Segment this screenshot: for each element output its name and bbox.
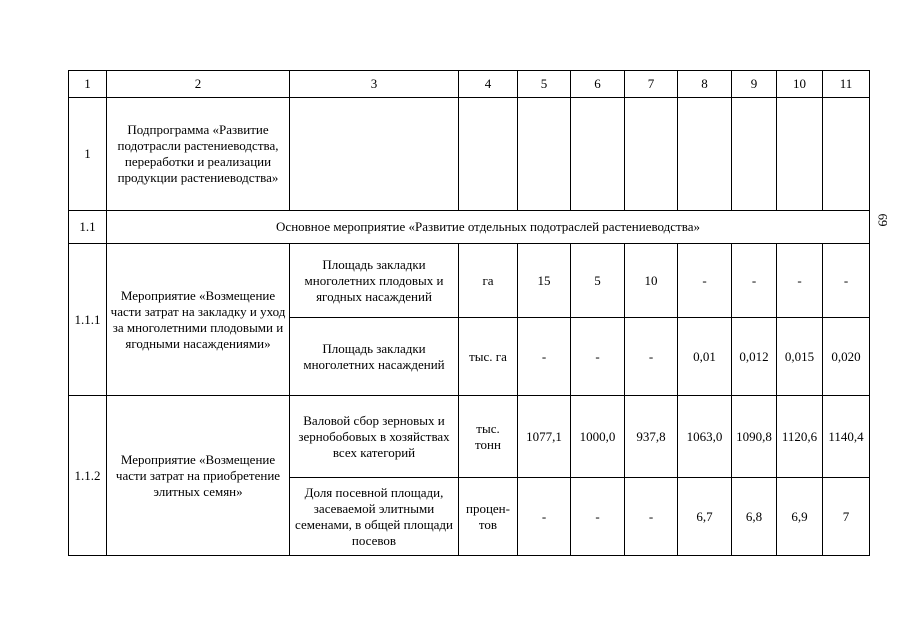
value-cell: 1077,1 [518, 396, 571, 478]
header-cell: 3 [290, 71, 459, 98]
indicator-unit: процен-тов [459, 478, 518, 556]
header-cell: 6 [571, 71, 625, 98]
value-cell: 1063,0 [678, 396, 732, 478]
value-cell: 1140,4 [823, 396, 870, 478]
value-cell: - [518, 318, 571, 396]
row-number: 1.1.2 [69, 396, 107, 556]
main-event-title: Основное мероприятие «Развитие отдельных подотраслей растениеводства» [107, 211, 870, 244]
empty-cell [571, 98, 625, 211]
value-cell: 1090,8 [732, 396, 777, 478]
value-cell: 15 [518, 244, 571, 318]
header-cell: 2 [107, 71, 290, 98]
value-cell: - [571, 478, 625, 556]
subprogram-row [69, 98, 870, 211]
header-cell: 10 [777, 71, 823, 98]
value-cell: 1000,0 [571, 396, 625, 478]
table-header-row [69, 71, 870, 98]
value-cell: - [777, 244, 823, 318]
value-cell: 937,8 [625, 396, 678, 478]
indicator-unit: га [459, 244, 518, 318]
indicator-name: Доля посевной площади, засеваемой элитными семенами, в общей площади посевов [290, 478, 459, 556]
value-cell: 0,012 [732, 318, 777, 396]
value-cell: 6,8 [732, 478, 777, 556]
empty-cell [732, 98, 777, 211]
value-cell: 0,020 [823, 318, 870, 396]
value-cell: 0,015 [777, 318, 823, 396]
empty-cell [518, 98, 571, 211]
header-cell: 1 [69, 71, 107, 98]
value-cell: - [571, 318, 625, 396]
header-cell: 4 [459, 71, 518, 98]
subprogram-title: Подпрограмма «Развитие подотрасли растениеводства, переработки и реализации продукции растениеводства» [107, 98, 290, 211]
value-cell: - [732, 244, 777, 318]
value-cell: - [678, 244, 732, 318]
empty-cell [625, 98, 678, 211]
value-cell: - [518, 478, 571, 556]
table-row [69, 244, 870, 318]
indicator-unit: тыс. тонн [459, 396, 518, 478]
event-title: Мероприятие «Возмещение части затрат на приобретение элитных семян» [107, 396, 290, 556]
value-cell: 6,9 [777, 478, 823, 556]
indicator-unit: тыс. га [459, 318, 518, 396]
page-number: 69 [875, 213, 891, 227]
row-number: 1.1.1 [69, 244, 107, 396]
row-number: 1.1 [69, 211, 107, 244]
header-cell: 9 [732, 71, 777, 98]
header-cell: 11 [823, 71, 870, 98]
value-cell: 1120,6 [777, 396, 823, 478]
value-cell: - [823, 244, 870, 318]
header-cell: 8 [678, 71, 732, 98]
main-event-row [69, 211, 870, 244]
indicators-table [68, 70, 870, 556]
value-cell: 6,7 [678, 478, 732, 556]
indicator-name: Площадь закладки многолетних плодовых и ягодных насаждений [290, 244, 459, 318]
value-cell: - [625, 478, 678, 556]
empty-cell [459, 98, 518, 211]
empty-cell [290, 98, 459, 211]
empty-cell [777, 98, 823, 211]
value-cell: 0,01 [678, 318, 732, 396]
empty-cell [823, 98, 870, 211]
event-title: Мероприятие «Возмещение части затрат на закладку и уход за многолетними плодовыми и ягодными насаждениями» [107, 244, 290, 396]
table-row [69, 396, 870, 478]
indicator-name: Валовой сбор зерновых и зернобобовых в хозяйствах всех категорий [290, 396, 459, 478]
header-cell: 7 [625, 71, 678, 98]
row-number: 1 [69, 98, 107, 211]
value-cell: - [625, 318, 678, 396]
indicator-name: Площадь закладки многолетних насаждений [290, 318, 459, 396]
empty-cell [678, 98, 732, 211]
value-cell: 5 [571, 244, 625, 318]
value-cell: 7 [823, 478, 870, 556]
value-cell: 10 [625, 244, 678, 318]
header-cell: 5 [518, 71, 571, 98]
